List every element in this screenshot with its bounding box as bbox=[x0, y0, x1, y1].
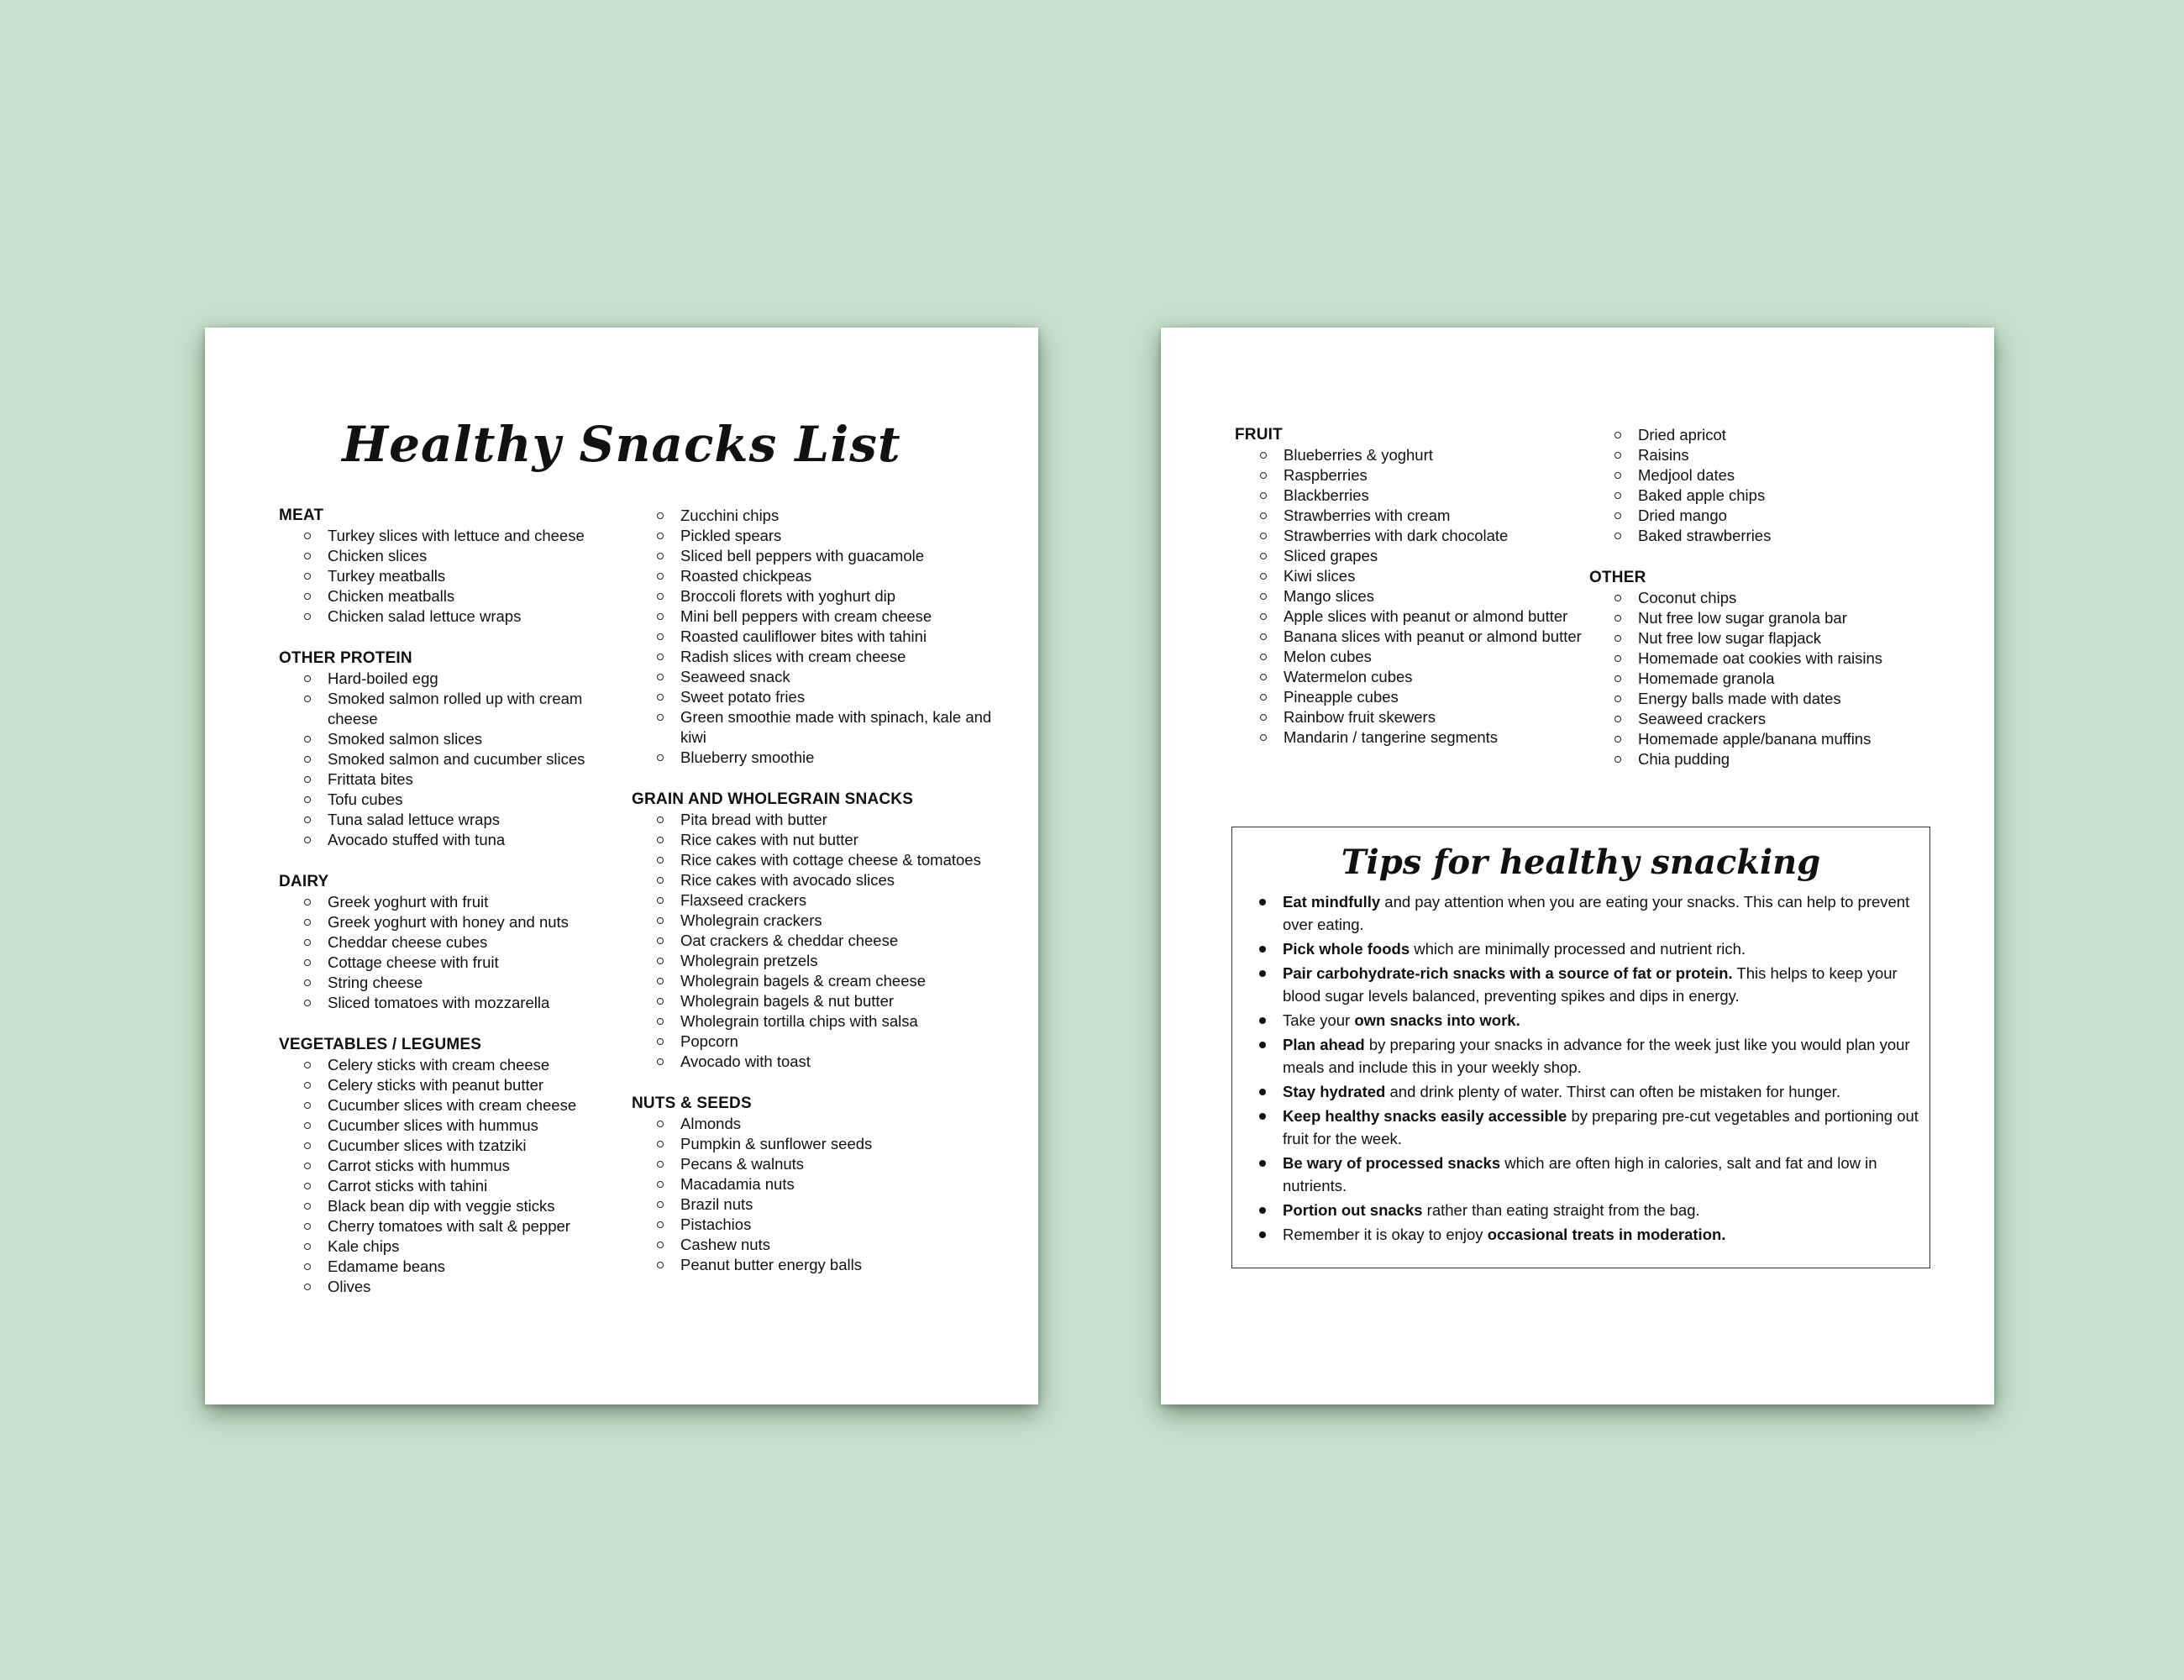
list-item: Tuna salad lettuce wraps bbox=[279, 810, 615, 830]
list-item: Homemade oat cookies with raisins bbox=[1589, 648, 1942, 669]
snack-section bbox=[279, 506, 615, 627]
list-item: Sliced bell peppers with guacamole bbox=[632, 546, 1010, 566]
tip-text: by preparing your snacks in advance for the week just like you would plan your meals and include this in your weekly shop. bbox=[1283, 1036, 1910, 1076]
list-item: Mini bell peppers with cream cheese bbox=[632, 606, 1010, 627]
snack-section bbox=[279, 1035, 615, 1297]
list-item: Greek yoghurt with honey and nuts bbox=[279, 912, 615, 932]
list-item: Rice cakes with avocado slices bbox=[632, 870, 1010, 890]
list-item: Kiwi slices bbox=[1235, 566, 1588, 586]
list-item: Rice cakes with cottage cheese & tomatoes bbox=[632, 850, 1010, 870]
list-item: Frittata bites bbox=[279, 769, 615, 790]
tip-emphasis: own snacks into work. bbox=[1354, 1011, 1520, 1029]
snack-section bbox=[1589, 425, 1942, 546]
tip-emphasis: occasional treats in moderation. bbox=[1487, 1226, 1726, 1243]
list-item: Smoked salmon rolled up with cream cheese bbox=[279, 689, 615, 729]
tip-item bbox=[1232, 1223, 1919, 1246]
list-item: Raspberries bbox=[1235, 465, 1588, 486]
list-item: Popcorn bbox=[632, 1032, 1010, 1052]
list-item: Nut free low sugar granola bar bbox=[1589, 608, 1942, 628]
list-item: Coconut chips bbox=[1589, 588, 1942, 608]
list-item: Wholegrain tortilla chips with salsa bbox=[632, 1011, 1010, 1032]
list-item: Radish slices with cream cheese bbox=[632, 647, 1010, 667]
list-item: Turkey slices with lettuce and cheese bbox=[279, 526, 615, 546]
list-item: Cheddar cheese cubes bbox=[279, 932, 615, 953]
fruit-column bbox=[1235, 425, 1588, 769]
tip-text: rather than eating straight from the bag. bbox=[1422, 1201, 1700, 1219]
tip-text: Remember it is okay to enjoy bbox=[1283, 1226, 1488, 1243]
list-item: Carrot sticks with hummus bbox=[279, 1156, 615, 1176]
list-item: Cherry tomatoes with salt & pepper bbox=[279, 1216, 615, 1236]
tip-text: This helps to keep your blood sugar levels balanced, preventing spikes and dips in energy. bbox=[1283, 964, 1898, 1005]
list-item: Pineapple cubes bbox=[1235, 687, 1588, 707]
list-item: Baked strawberries bbox=[1589, 526, 1942, 546]
list-item: Dried mango bbox=[1589, 506, 1942, 526]
tip-item bbox=[1232, 1033, 1919, 1079]
list-item: Chia pudding bbox=[1589, 749, 1942, 769]
tip-text: Take your bbox=[1283, 1011, 1355, 1029]
page-one bbox=[205, 328, 1038, 1404]
list-item: Pickled spears bbox=[632, 526, 1010, 546]
snack-list bbox=[279, 892, 615, 1013]
list-item: Seaweed crackers bbox=[1589, 709, 1942, 729]
snack-list bbox=[279, 526, 615, 627]
list-item: Sweet potato fries bbox=[632, 687, 1010, 707]
snack-section bbox=[632, 506, 1010, 768]
snack-list bbox=[279, 669, 615, 850]
list-item: Sliced grapes bbox=[1235, 546, 1588, 566]
section-title: VEGETABLES / LEGUMES bbox=[279, 1036, 482, 1053]
list-item: Strawberries with dark chocolate bbox=[1235, 526, 1588, 546]
list-item: Chicken meatballs bbox=[279, 586, 615, 606]
list-item: Brazil nuts bbox=[632, 1194, 1010, 1215]
tip-item bbox=[1232, 1080, 1919, 1103]
list-item: Cucumber slices with tzatziki bbox=[279, 1136, 615, 1156]
tip-emphasis: Plan ahead bbox=[1283, 1036, 1365, 1053]
page-title: Healthy Snacks List bbox=[342, 416, 901, 473]
list-item: Celery sticks with cream cheese bbox=[279, 1055, 615, 1075]
snack-section bbox=[632, 1094, 1010, 1275]
list-item: Green smoothie made with spinach, kale and kiwi bbox=[632, 707, 1010, 748]
tip-emphasis: Be wary of processed snacks bbox=[1283, 1154, 1501, 1172]
list-item: Energy balls made with dates bbox=[1589, 689, 1942, 709]
snack-section bbox=[632, 790, 1010, 1072]
tip-item bbox=[1232, 1199, 1919, 1221]
list-item: Roasted cauliflower bites with tahini bbox=[632, 627, 1010, 647]
list-item: Kale chips bbox=[279, 1236, 615, 1257]
tips-list bbox=[1232, 890, 1929, 1246]
tip-text: by preparing pre-cut vegetables and portioning out fruit for the week. bbox=[1283, 1107, 1919, 1147]
list-item: Watermelon cubes bbox=[1235, 667, 1588, 687]
tips-box bbox=[1231, 827, 1930, 1268]
section-title: GRAIN AND WHOLEGRAIN SNACKS bbox=[632, 790, 914, 808]
list-item: Chicken salad lettuce wraps bbox=[279, 606, 615, 627]
list-item: Broccoli florets with yoghurt dip bbox=[632, 586, 1010, 606]
list-item: Mango slices bbox=[1235, 586, 1588, 606]
list-item: Edamame beans bbox=[279, 1257, 615, 1277]
list-item: Smoked salmon slices bbox=[279, 729, 615, 749]
list-item: Black bean dip with veggie sticks bbox=[279, 1196, 615, 1216]
section-title: DAIRY bbox=[279, 873, 329, 890]
tip-emphasis: Eat mindfully bbox=[1283, 893, 1381, 911]
list-item: Mandarin / tangerine segments bbox=[1235, 727, 1588, 748]
snack-section bbox=[1589, 568, 1942, 769]
tip-text: which are often high in calories, salt and fat and low in nutrients. bbox=[1283, 1154, 1877, 1194]
section-title: NUTS & SEEDS bbox=[632, 1095, 752, 1112]
list-item: Avocado with toast bbox=[632, 1052, 1010, 1072]
tip-emphasis: Portion out snacks bbox=[1283, 1201, 1423, 1219]
other-column bbox=[1589, 425, 1942, 791]
tip-text: and pay attention when you are eating your snacks. This can help to prevent over eating. bbox=[1283, 893, 1910, 933]
list-item: Seaweed snack bbox=[632, 667, 1010, 687]
list-item: Raisins bbox=[1589, 445, 1942, 465]
list-item: Pistachios bbox=[632, 1215, 1010, 1235]
snack-section bbox=[1235, 425, 1588, 748]
right-column bbox=[632, 506, 1010, 1297]
snack-section bbox=[279, 648, 615, 850]
page-two bbox=[1161, 328, 1994, 1404]
snack-section bbox=[279, 872, 615, 1013]
list-item: Chicken slices bbox=[279, 546, 615, 566]
list-item: Pecans & walnuts bbox=[632, 1154, 1010, 1174]
list-item: Pumpkin & sunflower seeds bbox=[632, 1134, 1010, 1154]
list-item: Tofu cubes bbox=[279, 790, 615, 810]
list-item: Hard-boiled egg bbox=[279, 669, 615, 689]
section-title: FRUIT bbox=[1235, 426, 1283, 444]
list-item: Cucumber slices with cream cheese bbox=[279, 1095, 615, 1116]
tips-title: Tips for healthy snacking bbox=[1341, 843, 1821, 882]
list-item: Oat crackers & cheddar cheese bbox=[632, 931, 1010, 951]
tip-item bbox=[1232, 962, 1919, 1007]
list-item: Macadamia nuts bbox=[632, 1174, 1010, 1194]
list-item: Cottage cheese with fruit bbox=[279, 953, 615, 973]
list-item: Wholegrain pretzels bbox=[632, 951, 1010, 971]
list-item: Avocado stuffed with tuna bbox=[279, 830, 615, 850]
list-item: Carrot sticks with tahini bbox=[279, 1176, 615, 1196]
snack-list bbox=[632, 810, 1010, 1072]
list-item: Apple slices with peanut or almond butter bbox=[1235, 606, 1588, 627]
list-item: Zucchini chips bbox=[632, 506, 1010, 526]
tip-item bbox=[1232, 1105, 1919, 1150]
tip-text: and drink plenty of water. Thirst can often be mistaken for hunger. bbox=[1385, 1083, 1840, 1100]
list-item: Cashew nuts bbox=[632, 1235, 1010, 1255]
list-item: Cucumber slices with hummus bbox=[279, 1116, 615, 1136]
list-item: Blueberry smoothie bbox=[632, 748, 1010, 768]
snack-list bbox=[279, 1055, 615, 1297]
list-item: Wholegrain crackers bbox=[632, 911, 1010, 931]
section-title: MEAT bbox=[279, 507, 324, 524]
section-title: OTHER bbox=[1589, 569, 1646, 586]
list-item: Roasted chickpeas bbox=[632, 566, 1010, 586]
list-item: Flaxseed crackers bbox=[632, 890, 1010, 911]
list-item: Melon cubes bbox=[1235, 647, 1588, 667]
tip-emphasis: Pick whole foods bbox=[1283, 940, 1410, 958]
snack-list bbox=[632, 506, 1010, 768]
list-item: Celery sticks with peanut butter bbox=[279, 1075, 615, 1095]
list-item: Almonds bbox=[632, 1114, 1010, 1134]
tip-item bbox=[1232, 1009, 1919, 1032]
list-item: Banana slices with peanut or almond butter bbox=[1235, 627, 1588, 647]
list-item: Medjool dates bbox=[1589, 465, 1942, 486]
list-item: Peanut butter energy balls bbox=[632, 1255, 1010, 1275]
list-item: Rice cakes with nut butter bbox=[632, 830, 1010, 850]
list-item: Wholegrain bagels & cream cheese bbox=[632, 971, 1010, 991]
list-item: Baked apple chips bbox=[1589, 486, 1942, 506]
list-item: Olives bbox=[279, 1277, 615, 1297]
snack-list bbox=[1589, 588, 1942, 769]
snack-list bbox=[1235, 445, 1588, 748]
section-title: OTHER PROTEIN bbox=[279, 649, 412, 667]
left-column bbox=[279, 506, 615, 1319]
snack-list bbox=[1589, 425, 1942, 546]
tip-emphasis: Keep healthy snacks easily accessible bbox=[1283, 1107, 1567, 1125]
list-item: Rainbow fruit skewers bbox=[1235, 707, 1588, 727]
tip-emphasis: Pair carbohydrate-rich snacks with a source of fat or protein. bbox=[1283, 964, 1733, 982]
list-item: String cheese bbox=[279, 973, 615, 993]
list-item: Dried apricot bbox=[1589, 425, 1942, 445]
list-item: Blueberries & yoghurt bbox=[1235, 445, 1588, 465]
tip-item bbox=[1232, 1152, 1919, 1197]
tip-item bbox=[1232, 890, 1919, 936]
list-item: Blackberries bbox=[1235, 486, 1588, 506]
list-item: Sliced tomatoes with mozzarella bbox=[279, 993, 615, 1013]
list-item: Greek yoghurt with fruit bbox=[279, 892, 615, 912]
tip-emphasis: Stay hydrated bbox=[1283, 1083, 1386, 1100]
tip-item bbox=[1232, 937, 1919, 960]
list-item: Smoked salmon and cucumber slices bbox=[279, 749, 615, 769]
list-item: Wholegrain bagels & nut butter bbox=[632, 991, 1010, 1011]
snack-list bbox=[632, 1114, 1010, 1275]
list-item: Homemade granola bbox=[1589, 669, 1942, 689]
list-item: Turkey meatballs bbox=[279, 566, 615, 586]
list-item: Strawberries with cream bbox=[1235, 506, 1588, 526]
list-item: Pita bread with butter bbox=[632, 810, 1010, 830]
list-item: Homemade apple/banana muffins bbox=[1589, 729, 1942, 749]
tip-text: which are minimally processed and nutrient rich. bbox=[1410, 940, 1746, 958]
list-item: Nut free low sugar flapjack bbox=[1589, 628, 1942, 648]
